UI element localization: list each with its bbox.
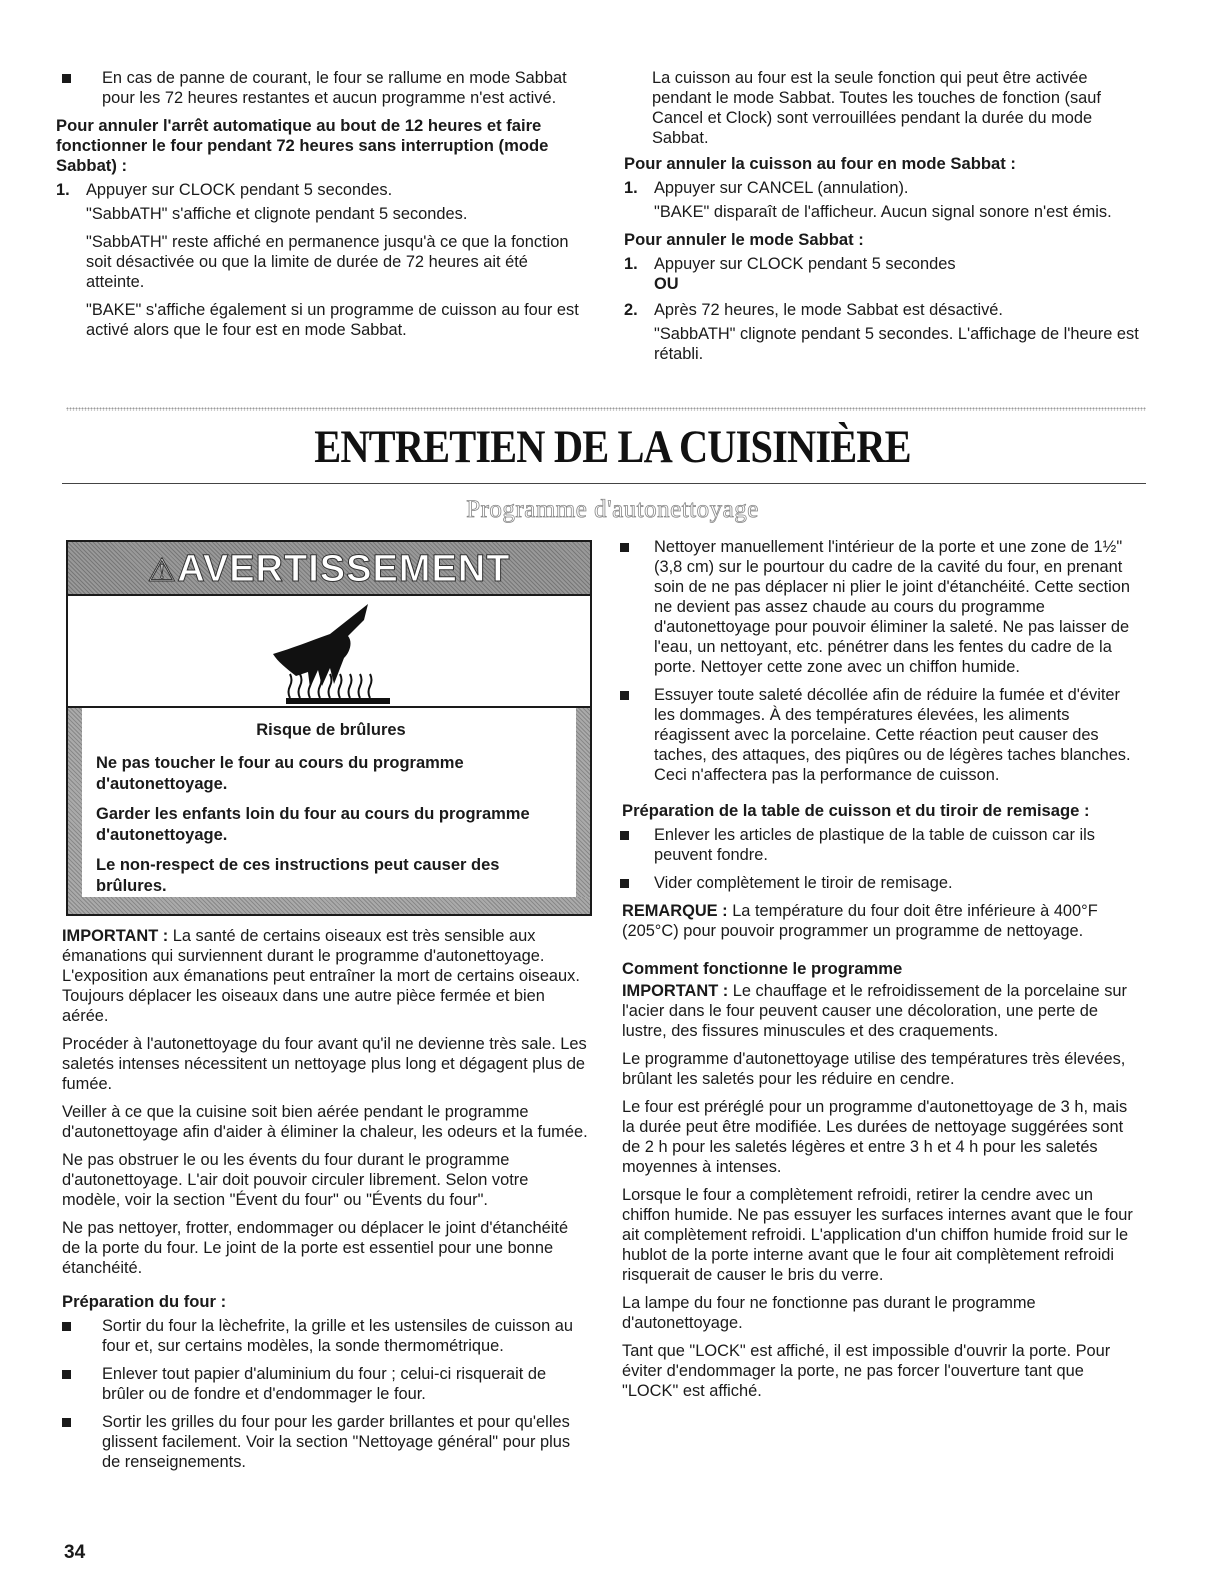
list-item: Sortir du four la lèchefrite, la grille et les ustensiles de cuisson au four et, sur certains modèles, la sonde thermométrique.: [56, 1316, 588, 1356]
oven-prep-heading: Préparation du four :: [62, 1292, 227, 1311]
warning-side-hatch: [576, 708, 590, 914]
step-text: Appuyer sur CANCEL (annulation).: [654, 179, 909, 197]
cancel-bake-heading: Pour annuler la cuisson au four en mode Sabbat :: [624, 154, 1016, 173]
warning-header-text: [68, 548, 590, 591]
cooktop-prep-heading: Préparation de la table de cuisson et du tiroir de remisage :: [622, 801, 1090, 820]
step-number: 2.: [624, 301, 638, 319]
paragraph: Ne pas nettoyer, frotter, endommager ou déplacer le joint d'étanchéité de la porte du four. Le joint de la porte est essentiel pour une bonne étanchéité.: [62, 1219, 569, 1277]
step-item: [624, 300, 1144, 320]
step-item: [624, 178, 1144, 198]
sabbath-heading: Pour annuler l'arrêt automatique au bout de 12 heures et faire fonctionner le four pendant 72 heures sans interruption (mode Sabbat) :: [56, 116, 549, 175]
list-item: Enlever les articles de plastique de la table de cuisson car ils peuvent fondre.: [614, 825, 1144, 865]
step-detail: "SabbATH" reste affiché en permanence jusqu'à ce que la fonction soit désactivée ou que la limite de durée de 72 heures ait été atteinte.: [86, 233, 569, 291]
warning-triangle-icon: ⚠: [147, 552, 178, 588]
top-right-column: [624, 68, 1144, 372]
warning-label: AVERTISSEMENT: [177, 548, 511, 590]
list-item: Sortir les grilles du four pour les garder brillantes et pour qu'elles glissent facilement. Voir la section "Nettoyage général" pour plus de renseignements.: [56, 1412, 588, 1472]
important-label: IMPORTANT :: [622, 982, 729, 1000]
cancel-sabbath-heading: Pour annuler le mode Sabbat :: [624, 230, 864, 249]
important-text: La santé de certains oiseaux est très sensible aux émanations qui surviennent durant le programme d'autonettoyage. L'exposition aux émanations peut entraîner la mort de certains oiseaux. Toujours déplacer les oiseaux dans une autre pièce fermée et bien aérée.: [62, 927, 580, 1025]
paragraph: Tant que "LOCK" est affiché, il est impossible d'ouvrir la porte. Pour éviter d'endommager la porte, ne pas forcer l'ouverture tant que "LOCK" est affiché.: [622, 1342, 1111, 1400]
step-text: Appuyer sur CLOCK pendant 5 secondes.: [86, 181, 393, 199]
paragraph: Lorsque le four a complètement refroidi, retirer la cendre avec un chiffon humide. Ne pas essuyer les surfaces internes avant que le four ait complètement refroidi. L'application d'un chiffon humide froid sur le hublot de la porte interne avant que le four ait complètement refroidi risquerait de causer le bris du verre.: [622, 1186, 1133, 1284]
step-detail: "BAKE" s'affiche également si un programme de cuisson au four est activé alors que le four est en mode Sabbat.: [86, 301, 579, 339]
important-paragraph: [622, 981, 1144, 1041]
sabbath-intro: La cuisson au four est la seule fonction qui peut être activée pendant le mode Sabbat. Toutes les touches de fonction (sauf Cancel et Clock) sont verrouillées pendant la durée du mode Sabbat.: [652, 69, 1101, 147]
step-detail: "SabbATH" clignote pendant 5 secondes. L'affichage de l'heure est rétabli.: [654, 325, 1139, 363]
important-text: Le chauffage et le refroidissement de la porcelaine sur l'acier dans le four peuvent causer une décoloration, une perte de lustre, des fissures minuscules et des craquements.: [622, 982, 1127, 1040]
warning-header: [68, 542, 590, 596]
remark-paragraph: [622, 901, 1144, 941]
warning-line: Garder les enfants loin du four au cours du programme d'autonettoyage.: [96, 805, 530, 844]
paragraph: Veiller à ce que la cuisine soit bien aérée pendant le programme d'autonettoyage afin d'aider à éliminer la chaleur, les odeurs et la fumée.: [62, 1103, 588, 1141]
warning-side-hatch: [68, 708, 82, 914]
paragraph: Ne pas obstruer le ou les évents du four durant le programme d'autonettoyage. L'air doit pouvoir circuler librement. Selon votre modèle, voir la section "Évent du four" ou "Évents du four".: [62, 1151, 529, 1209]
bottom-right-column: [614, 537, 1144, 1409]
step-number: 1.: [624, 255, 638, 273]
important-paragraph: [62, 926, 588, 1026]
paragraph: Le programme d'autonettoyage utilise des températures très élevées, brûlant les saletés pour les réduire en cendre.: [622, 1050, 1126, 1088]
step-detail: "BAKE" disparaît de l'afficheur. Aucun signal sonore n'est émis.: [654, 203, 1112, 221]
paragraph: La lampe du four ne fonctionne pas durant le programme d'autonettoyage.: [622, 1294, 1036, 1332]
warning-text: [96, 720, 566, 906]
hot-surface-icon: [68, 596, 590, 708]
section-subtitle: Programme d'autonettoyage: [466, 496, 759, 523]
step-number: 1.: [624, 179, 638, 197]
bottom-left-column: [62, 926, 588, 1480]
important-label: IMPORTANT :: [62, 927, 169, 945]
remark-text: La température du four doit être inférieure à 400°F (205°C) pour pouvoir programmer un programme de nettoyage.: [622, 902, 1098, 940]
paragraph: Procéder à l'autonettoyage du four avant qu'il ne devienne très sale. Les saletés intenses nécessitent un nettoyage plus long et dégagent plus de fumée.: [62, 1035, 587, 1093]
paragraph: Le four est préréglé pour un programme d'autonettoyage de 3 h, mais la durée peut être modifiée. Les durées de nettoyage suggérées sont de 2 h pour les saletés légères et entre 3 h et 4 h pour les saletés moyennes à intenses.: [622, 1098, 1128, 1176]
top-left-column: [56, 68, 586, 348]
warning-line: Ne pas toucher le four au cours du programme d'autonettoyage.: [96, 754, 464, 793]
warning-box: [66, 540, 592, 916]
how-it-works-heading: Comment fonctionne le programme: [622, 959, 903, 978]
or-label: OU: [654, 275, 679, 293]
step-text: Appuyer sur CLOCK pendant 5 secondes: [654, 255, 956, 273]
warning-risk: Risque de brûlures: [256, 721, 406, 739]
list-item: Nettoyer manuellement l'intérieur de la porte et une zone de 1½" (3,8 cm) sur le pourtour du cadre de la cavité du four, en prenant soin de ne pas déplacer ni plier le joint d'étanchéité. Cette section ne devient pas assez chaude au cours du programme d'autonettoyage pour pouvoir éliminer la saleté. Ne pas laisser de l'eau, un nettoyant, etc. pénétrer dans les fentes du cadre de la porte. Nettoyer cette zone avec un chiffon humide.: [614, 537, 1144, 677]
step-detail: "SabbATH" s'affiche et clignote pendant 5 secondes.: [86, 205, 468, 223]
remark-label: REMARQUE :: [622, 902, 728, 920]
list-item: Vider complètement le tiroir de remisage.: [614, 873, 1144, 893]
title-rule: [62, 483, 1146, 484]
section-title: ENTRETIEN DE LA CUISINIÈRE: [314, 421, 911, 473]
step-item: [624, 254, 1144, 294]
step-text: Après 72 heures, le mode Sabbat est désactivé.: [654, 301, 1003, 319]
list-item: Enlever tout papier d'aluminium du four ; celui-ci risquerait de brûler ou de fondre et d'endommager le four.: [56, 1364, 588, 1404]
list-item: Essuyer toute saleté décollée afin de réduire la fumée et d'éviter les dommages. À des températures élevées, les aliments réagissent avec la porcelaine. Cette réaction peut causer des taches, des attaques, des piqûres ou de légères taches blanches. Ceci n'affectera pas la performance de cuisson.: [614, 685, 1144, 785]
warning-line: Le non-respect de ces instructions peut causer des brûlures.: [96, 856, 500, 895]
list-item: En cas de panne de courant, le four se rallume en mode Sabbat pour les 72 heures restantes et aucun programme n'est activé.: [56, 68, 586, 108]
step-item: [56, 180, 586, 200]
page-number: 34: [64, 1542, 86, 1563]
dotted-divider: [66, 407, 1146, 411]
step-number: 1.: [56, 181, 70, 199]
